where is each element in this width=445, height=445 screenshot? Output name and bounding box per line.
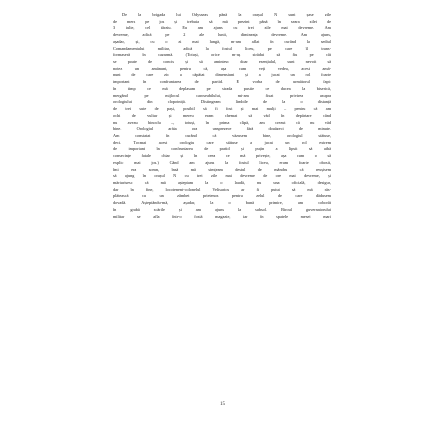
text-line: plătească cu un zâmbet prietenos pentru zelul de care dădusem (113, 193, 331, 199)
text-line: de trei sute de pași, posibil să fi fost și mai mulți – pentru că am (113, 106, 331, 112)
body-text (113, 12, 331, 220)
text-line: notez un amănunt, pentru că, așa cum veți vedea, acest amă- (113, 65, 331, 71)
text-line: în timp ce mă deplasam pe strada pustie ce ducea la biserică, (113, 85, 331, 91)
text-line: ochi de vultur și mereu eram chemat să văd în depărtare când (113, 112, 331, 118)
text-line: deci. Tocmai acest orologiu care stătuse a jucat un rol extrem (113, 139, 331, 145)
text-line: să ajung în orașul N cu trei zile mai devreme de ore mai devreme, și (113, 173, 331, 179)
text-line: Comandamentului militar, adică la fostul liceu, pe care îl trans- (113, 45, 331, 51)
text-line: important în confruntarea de partid. E vorba de următorul fapt: (113, 79, 331, 85)
text-line: Am constatat în curând că văzusem bine, orologiul stătuse, (113, 132, 331, 138)
text-line: De la brigada lui Odysseas până la orașul N sunt șase zile (122, 12, 331, 17)
text-line: explic mai jos.) Când am ajuns la fostul liceu, eram foarte obosit, (113, 159, 331, 165)
text-line: militar se afla într-o fostă magazie, iar în spatele mesei mari (113, 213, 331, 219)
text-line: nu aveau binoclu –, totuși, în prima clipă, am crezut că nu văd (113, 119, 331, 125)
text-line: dovadă. Așteptându-mă, așadar, la o bună primire, am coborât (113, 200, 331, 206)
text-line: orologiului din clopotniță. Distingeam limbile de la o distanță (113, 99, 331, 105)
text-line: mergând pe mijlocul caroseabilului, mi-am fixat privirea asupra (113, 92, 331, 98)
text-line: bine. Orologiul arăta ora unsprezece fără douăzeci de minute. (113, 126, 331, 132)
text-line: 3 iulie, cel târziu. Eu am ajuns cu trei zile mai devreme. Am (113, 25, 331, 31)
text-line: devreme, adică pe 2 ale lunii, dimineața devreme. Am ajuns, (113, 32, 331, 38)
page-number: 15 (220, 402, 225, 407)
text-line: așadar, și, cu o zi mai lungă, m-am aflat în curând la sediul (113, 38, 331, 44)
text-line: formaseră în cazarmă. (Totuși, orice m-aș strădui să fiu pe cât (113, 52, 331, 58)
text-line: în grabă scările și am ajuns la subsol. Biroul guvernatorului (113, 206, 331, 212)
text-line: îmi era somn, însă mă simțeam destul de mândru că reușisem (113, 166, 331, 172)
text-line: dar în fine, locotenent-colonelul Velisarios ar fi putut să mă răs- (113, 186, 331, 192)
text-line: mărturisesc că mă așteptam la o laudă, nu una oficială, desigur, (113, 179, 331, 185)
text-line: nunt de care zic a căpătat dimensiuni și a jucat un rol foarte (113, 72, 331, 78)
text-line: consecințe fatale chiar și în ceea ce mă privește, așa cum o să (113, 153, 331, 159)
text-line: se poate de concis și să amintesc doar esențialul, sunt nevoit să (113, 59, 331, 65)
text-line: de important în confruntarea de partid și puțin a lipsit să aibă (113, 146, 331, 152)
text-line: de mers pe jos și trebuia să mă prezint până în seara zilei de (113, 18, 331, 24)
